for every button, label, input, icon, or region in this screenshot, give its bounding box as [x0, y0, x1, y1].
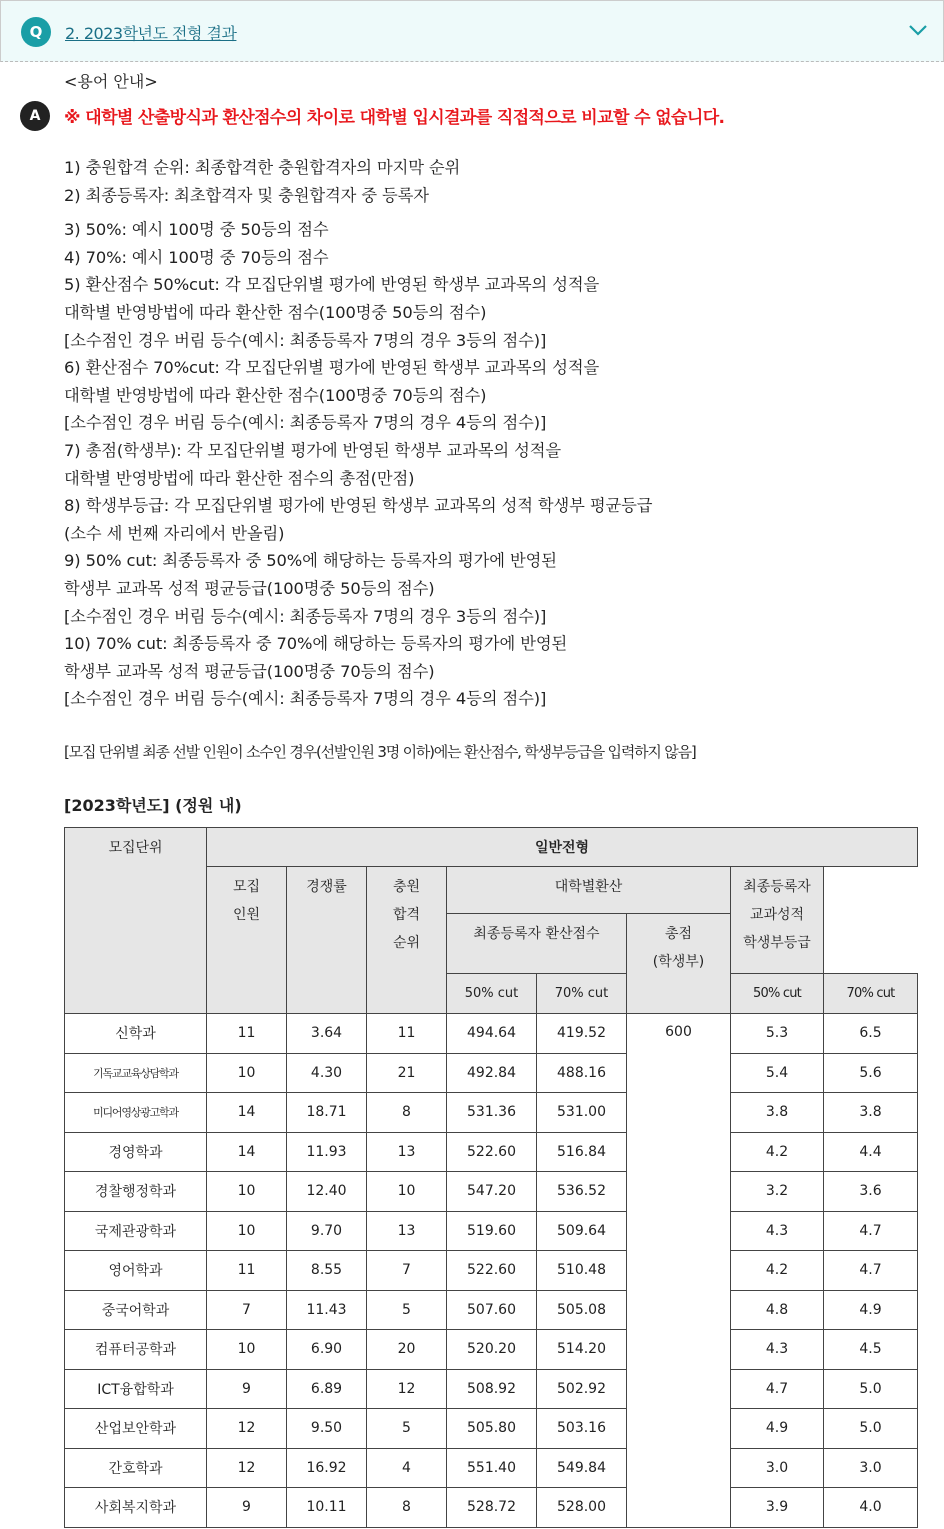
cell-grade70: 4.5 [824, 1330, 918, 1370]
cell-grade70: 5.0 [824, 1409, 918, 1449]
term-line: 7) 총점(학생부): 각 모집단위별 평가에 반영된 학생부 교과목의 성적을 [64, 440, 561, 460]
cell-cut50: 528.72 [447, 1488, 537, 1528]
header-g70: 70% cut [824, 974, 918, 1014]
cell-quota: 11 [207, 1251, 287, 1291]
cell-grade70: 3.0 [824, 1448, 918, 1488]
cell-cut50: 494.64 [447, 1014, 537, 1054]
cell-grade70: 4.9 [824, 1290, 918, 1330]
cell-grade70: 3.8 [824, 1093, 918, 1133]
cell-quota: 9 [207, 1488, 287, 1528]
cell-grade50: 4.9 [731, 1409, 824, 1449]
cell-cut50: 551.40 [447, 1448, 537, 1488]
cell-rank: 13 [367, 1211, 447, 1251]
cell-rate: 8.55 [287, 1251, 367, 1291]
cell-cut70: 503.16 [537, 1409, 627, 1449]
term-line: 대학별 반영방법에 따라 환산한 점수(100명중 50등의 점수) [64, 302, 487, 322]
cell-cut50: 519.60 [447, 1211, 537, 1251]
cell-grade70: 4.7 [824, 1211, 918, 1251]
cell-quota: 9 [207, 1369, 287, 1409]
header-c50: 50% cut [447, 974, 537, 1014]
cell-grade50: 5.3 [731, 1014, 824, 1054]
cell-cut50: 505.80 [447, 1409, 537, 1449]
table-row [65, 1093, 918, 1133]
cell-quota: 14 [207, 1093, 287, 1133]
cell-cut50: 507.60 [447, 1290, 537, 1330]
table-row [65, 1448, 918, 1488]
term-line: 2) 최종등록자: 최초합격자 및 충원합격자 중 등록자 [64, 185, 429, 205]
faq-question-header[interactable] [0, 0, 944, 62]
table-row [65, 1132, 918, 1172]
term-definitions [64, 154, 934, 713]
header-rank: 충원 합격 순위 [367, 867, 447, 1014]
term-line: [소수점인 경우 버림 등수(예시: 최종등록자 7명의 경우 4등의 점수)] [64, 413, 547, 433]
cell-rate: 12.40 [287, 1172, 367, 1212]
table-row [65, 1172, 918, 1212]
cell-rank: 4 [367, 1448, 447, 1488]
cell-cut70: 419.52 [537, 1014, 627, 1054]
header-quota: 모집 인원 [207, 867, 287, 1014]
term-line: 6) 환산점수 70%cut: 각 모집단위별 평가에 반영된 학생부 교과목의 성적을 [64, 358, 600, 378]
table-title: [2023학년도] (정원 내) [64, 795, 242, 815]
cell-unit: 중국어학과 [65, 1290, 207, 1330]
table-row [65, 1330, 918, 1370]
cell-rank: 5 [367, 1409, 447, 1449]
cell-quota: 12 [207, 1409, 287, 1449]
cell-rank: 21 [367, 1053, 447, 1093]
term-line: 4) 70%: 예시 100명 중 70등의 점수 [64, 247, 329, 267]
term-line: 대학별 반영방법에 따라 환산한 점수의 총점(만점) [64, 468, 415, 488]
cell-rank: 5 [367, 1290, 447, 1330]
cell-total: 600 [627, 1014, 731, 1528]
cell-rank: 12 [367, 1369, 447, 1409]
note-text: [모집 단위별 최종 선발 인원이 소수인 경우(선발인원 3명 이하)에는 환산점수, 학생부등급을 입력하지 않음] [64, 742, 696, 761]
cell-unit: 산업보안학과 [65, 1409, 207, 1449]
cell-rate: 11.93 [287, 1132, 367, 1172]
cell-grade70: 6.5 [824, 1014, 918, 1054]
a-badge: A [20, 101, 50, 131]
cell-cut70: 488.16 [537, 1053, 627, 1093]
header-conv: 대학별환산 [447, 867, 731, 914]
term-line: 10) 70% cut: 최종등록자 중 70%에 해당하는 등록자의 평가에 반영된 [64, 634, 568, 654]
cell-cut70: 510.48 [537, 1251, 627, 1291]
cell-rate: 6.89 [287, 1369, 367, 1409]
header-c70: 70% cut [537, 974, 627, 1014]
cell-cut70: 531.00 [537, 1093, 627, 1133]
cell-cut50: 547.20 [447, 1172, 537, 1212]
cell-cut50: 508.92 [447, 1369, 537, 1409]
header-convscore: 최종등록자 환산점수 [447, 914, 627, 974]
cell-rate: 9.50 [287, 1409, 367, 1449]
cell-grade70: 3.6 [824, 1172, 918, 1212]
header-general: 일반전형 [207, 828, 918, 867]
cell-grade50: 4.8 [731, 1290, 824, 1330]
cell-cut50: 492.84 [447, 1053, 537, 1093]
table-row [65, 1488, 918, 1528]
table-row [65, 1251, 918, 1291]
cell-rank: 11 [367, 1014, 447, 1054]
cell-quota: 10 [207, 1053, 287, 1093]
cell-unit: 신학과 [65, 1014, 207, 1054]
cell-grade50: 4.3 [731, 1211, 824, 1251]
table-row [65, 1409, 918, 1449]
cell-cut70: 528.00 [537, 1488, 627, 1528]
cell-rate: 4.30 [287, 1053, 367, 1093]
cell-grade50: 4.2 [731, 1251, 824, 1291]
cell-cut50: 522.60 [447, 1251, 537, 1291]
cell-rate: 9.70 [287, 1211, 367, 1251]
cell-quota: 10 [207, 1330, 287, 1370]
cell-cut70: 536.52 [537, 1172, 627, 1212]
cell-grade50: 4.3 [731, 1330, 824, 1370]
cell-unit: ICT융합학과 [65, 1369, 207, 1409]
cell-rank: 10 [367, 1172, 447, 1212]
cell-grade50: 5.4 [731, 1053, 824, 1093]
cell-quota: 7 [207, 1290, 287, 1330]
cell-unit: 경찰행정학과 [65, 1172, 207, 1212]
cell-unit: 기독교교육상담학과 [65, 1053, 207, 1093]
term-line: 학생부 교과목 성적 평균등급(100명중 50등의 점수) [64, 578, 435, 598]
cell-cut50: 520.20 [447, 1330, 537, 1370]
cell-rank: 8 [367, 1093, 447, 1133]
header-unit: 모집단위 [65, 828, 207, 1014]
table-row [65, 1369, 918, 1409]
cell-unit: 국제관광학과 [65, 1211, 207, 1251]
header-rate: 경쟁률 [287, 867, 367, 1014]
cell-rate: 16.92 [287, 1448, 367, 1488]
answer-content [64, 70, 934, 818]
table-row [65, 1290, 918, 1330]
term-line: 9) 50% cut: 최종등록자 중 50%에 해당하는 등록자의 평가에 반영된 [64, 551, 557, 571]
cell-rank: 13 [367, 1132, 447, 1172]
cell-cut70: 509.64 [537, 1211, 627, 1251]
cell-cut70: 516.84 [537, 1132, 627, 1172]
cell-rate: 18.71 [287, 1093, 367, 1133]
header-g50: 50% cut [731, 974, 824, 1014]
cell-quota: 12 [207, 1448, 287, 1488]
q-badge: Q [21, 17, 51, 47]
question-title-link[interactable]: 2. 2023학년도 전형 결과 [65, 24, 237, 43]
cell-cut70: 549.84 [537, 1448, 627, 1488]
cell-cut50: 531.36 [447, 1093, 537, 1133]
cell-unit: 미디어영상광고학과 [65, 1093, 207, 1133]
cell-grade70: 4.0 [824, 1488, 918, 1528]
cell-grade70: 4.7 [824, 1251, 918, 1291]
cell-rank: 8 [367, 1488, 447, 1528]
cell-quota: 14 [207, 1132, 287, 1172]
table-row [65, 1014, 918, 1054]
cell-unit: 경영학과 [65, 1132, 207, 1172]
cell-grade50: 3.0 [731, 1448, 824, 1488]
cell-cut70: 505.08 [537, 1290, 627, 1330]
cell-unit: 영어학과 [65, 1251, 207, 1291]
cell-quota: 10 [207, 1211, 287, 1251]
table-row [65, 1053, 918, 1093]
cell-quota: 10 [207, 1172, 287, 1212]
results-table [64, 827, 918, 1528]
cell-rank: 20 [367, 1330, 447, 1370]
term-line: 1) 충원합격 순위: 최종합격한 충원합격자의 마지막 순위 [64, 158, 461, 177]
cell-grade50: 3.9 [731, 1488, 824, 1528]
header-grade: 최종등록자 교과성적 학생부등급 [731, 867, 824, 974]
cell-rate: 6.90 [287, 1330, 367, 1370]
chevron-down-icon[interactable] [907, 19, 929, 41]
cell-unit: 사회복지학과 [65, 1488, 207, 1528]
cell-rate: 3.64 [287, 1014, 367, 1054]
cell-cut70: 502.92 [537, 1369, 627, 1409]
warning-text: ※ 대학별 산출방식과 환산점수의 차이로 대학별 입시결과를 직접적으로 비교할 수 없습니다. [64, 108, 725, 128]
cell-grade70: 5.0 [824, 1369, 918, 1409]
table-row [65, 1211, 918, 1251]
cell-grade70: 5.6 [824, 1053, 918, 1093]
cell-rank: 7 [367, 1251, 447, 1291]
cell-grade70: 4.4 [824, 1132, 918, 1172]
cell-grade50: 3.2 [731, 1172, 824, 1212]
cell-quota: 11 [207, 1014, 287, 1054]
cell-cut70: 514.20 [537, 1330, 627, 1370]
cell-cut50: 522.60 [447, 1132, 537, 1172]
term-line: [소수점인 경우 버림 등수(예시: 최종등록자 7명의 경우 3등의 점수)] [64, 606, 547, 626]
term-line: (소수 세 번째 자리에서 반올림) [64, 523, 285, 543]
header-total: 총점 (학생부) [627, 914, 731, 1014]
term-line: [소수점인 경우 버림 등수(예시: 최종등록자 7명의 경우 4등의 점수)] [64, 689, 547, 709]
guide-heading: <용어 안내> [64, 72, 158, 91]
cell-unit: 간호학과 [65, 1448, 207, 1488]
cell-grade50: 4.7 [731, 1369, 824, 1409]
cell-grade50: 3.8 [731, 1093, 824, 1133]
cell-unit: 컴퓨터공학과 [65, 1330, 207, 1370]
term-line: [소수점인 경우 버림 등수(예시: 최종등록자 7명의 경우 3등의 점수)] [64, 330, 547, 350]
term-line: 3) 50%: 예시 100명 중 50등의 점수 [64, 220, 329, 240]
cell-rate: 10.11 [287, 1488, 367, 1528]
term-line: 5) 환산점수 50%cut: 각 모집단위별 평가에 반영된 학생부 교과목의 성적을 [64, 275, 600, 295]
term-line: 8) 학생부등급: 각 모집단위별 평가에 반영된 학생부 교과목의 성적 학생부 평균등급 [64, 496, 653, 516]
term-line: 학생부 교과목 성적 평균등급(100명중 70등의 점수) [64, 661, 435, 681]
cell-grade50: 4.2 [731, 1132, 824, 1172]
cell-rate: 11.43 [287, 1290, 367, 1330]
term-line: 대학별 반영방법에 따라 환산한 점수(100명중 70등의 점수) [64, 385, 487, 405]
